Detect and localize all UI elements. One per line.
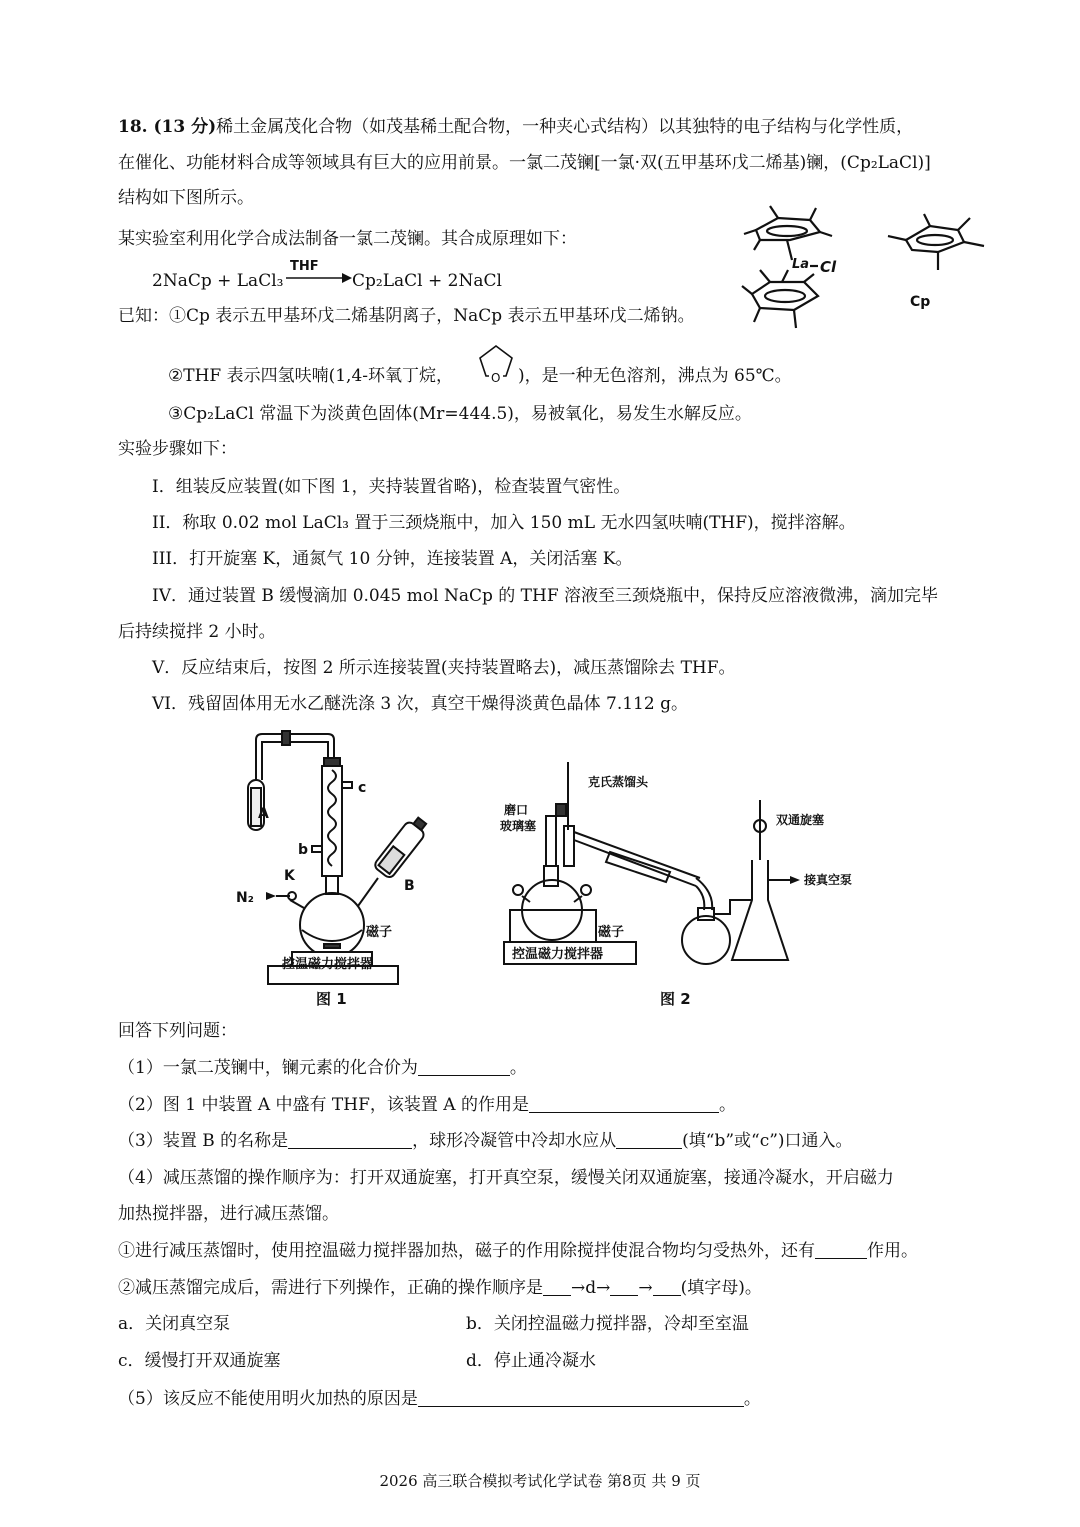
question-4b: 加热搅拌器，进行减压蒸馏。: [118, 1204, 339, 1224]
fig1-label-stir: 磁子: [366, 925, 393, 940]
cl-label: Cl: [820, 258, 837, 276]
lab-synthesis-line: 某实验室利用化学合成法制备一氯二茂镧。其合成原理如下：: [118, 229, 577, 249]
fig1-label-b-big: B: [404, 878, 415, 894]
answer-blank-3b[interactable]: [616, 1130, 682, 1149]
question-4a: （4）减压蒸馏的操作顺序为：打开双通旋塞，打开真空泵，缓慢关闭双通旋塞，接通冷凝水，开启磁力: [118, 1168, 894, 1188]
figure-1-caption: 图 1: [316, 990, 347, 1008]
known-2a: ②THF 表示四氢呋喃(1,4-环氧丁烷，: [168, 366, 454, 386]
fig2-label-valve: 双通旋塞: [776, 813, 825, 827]
question-18-intro-line3: 结构如下图所示。: [118, 188, 254, 208]
fig2-label-stopper2: 玻璃塞: [500, 819, 537, 833]
step-1: I．组装反应装置(如下图 1，夹持装置省略)，检查装置气密性。: [152, 477, 631, 497]
question-3: （3）装置 B 的名称是 ，球形冷凝管中冷却水应从 (填“b”或“c”)口通入。: [118, 1131, 853, 1151]
question-4-1: ①进行减压蒸馏时，使用控温磁力搅拌器加热，磁子的作用除搅拌使混合物均匀受热外，还有 作用。: [118, 1241, 918, 1261]
question-number: 18. (13 分): [118, 117, 217, 137]
reaction-arrow: [284, 258, 352, 288]
question-4-2: ②减压蒸馏完成后，需进行下列操作，正确的操作顺序是 →d→ → (填字母)。: [118, 1278, 762, 1298]
fig2-label-pump: 接真空泵: [804, 873, 853, 887]
steps-header: 实验步骤如下：: [118, 439, 237, 459]
answer-blank-3a[interactable]: [288, 1130, 412, 1149]
answer-blank-4-2c[interactable]: [653, 1277, 681, 1296]
question-5: （5）该反应不能使用明火加热的原因是 。: [118, 1389, 761, 1409]
step-3: III．打开旋塞 K，通氮气 10 分钟，连接装置 A，关闭活塞 K。: [152, 549, 633, 569]
answer-blank-4-2a[interactable]: [543, 1277, 571, 1296]
option-d: d．停止通冷凝水: [466, 1351, 596, 1371]
step-2: II．称取 0.02 mol LaCl₃ 置于三颈烧瓶中，加入 150 mL 无水四氢呋喃(THF)，搅拌溶解。: [152, 513, 856, 533]
page-footer: 2026 高三联合模拟考试化学试卷 第8页 共 9 页: [379, 1472, 701, 1490]
reaction-condition: THF: [290, 259, 319, 274]
answer-blank-5[interactable]: [418, 1388, 744, 1407]
step-6: VI．残留固体用无水乙醚洗涤 3 次，真空干燥得淡黄色晶体 7.112 g。: [152, 694, 688, 714]
option-b: b．关闭控温磁力搅拌器，冷却至室温: [466, 1314, 749, 1334]
known-3: ③Cp₂LaCl 常温下为淡黄色固体(Mr=444.5)，易被氧化，易发生水解反应。: [168, 404, 752, 424]
step-5: V．反应结束后，按图 2 所示连接装置(夹持装置略去)，减压蒸馏除去 THF。: [152, 658, 736, 678]
question-18-intro-line2: 在催化、功能材料合成等领域具有巨大的应用前景。一氯二茂镧[一氯·双(五甲基环戊二烯基)镧，(Cp₂LaCl)]: [118, 153, 931, 173]
figure-2-apparatus: [500, 760, 870, 985]
answer-blank-2[interactable]: [529, 1094, 719, 1113]
cp2lacl-structure-diagram: [730, 196, 1010, 346]
question-2: （2）图 1 中装置 A 中盛有 THF，该装置 A 的作用是 。: [118, 1095, 736, 1115]
fig2-label-stopper1: 磨口: [504, 803, 529, 817]
fig1-label-a: A: [258, 806, 269, 822]
la-label: La: [792, 257, 810, 272]
step-4a: IV．通过装置 B 缓慢滴加 0.045 mol NaCp 的 THF 溶液至三颈烧瓶中，保持反应溶液微沸，滴加完毕: [152, 586, 939, 606]
figure-2-caption: 图 2: [660, 990, 691, 1008]
fig1-base-label: 控温磁力搅拌器: [282, 957, 374, 972]
known-1: 已知：①Cp 表示五甲基环戊二烯基阴离子，NaCp 表示五甲基环戊二烯钠。: [118, 306, 695, 326]
answers-header: 回答下列问题：: [118, 1021, 237, 1041]
answer-blank-4-2b[interactable]: [610, 1277, 638, 1296]
reaction-left: 2NaCp + LaCl₃: [152, 271, 284, 291]
question-1: （1）一氯二茂镧中，镧元素的化合价为 。: [118, 1058, 527, 1078]
known-2b: )，是一种无色溶剂，沸点为 65℃。: [518, 366, 792, 386]
fig2-label-head: 克氏蒸馏头: [588, 775, 649, 789]
fig2-base-label: 控温磁力搅拌器: [512, 947, 604, 962]
thf-ring-icon: [474, 340, 518, 386]
option-a: a．关闭真空泵: [118, 1314, 231, 1334]
fig1-label-n2: N₂: [236, 890, 254, 906]
fig1-label-c: c: [358, 780, 367, 796]
question-18-intro-line1: 18. (13 分)稀土金属茂化合物（如茂基稀土配合物，一种夹心式结构）以其独特的电子结构与化学性质，: [118, 117, 914, 137]
step-4b: 后持续搅拌 2 小时。: [118, 622, 276, 642]
reaction-right: Cp₂LaCl + 2NaCl: [352, 271, 502, 291]
fig1-label-b-small: b: [298, 842, 309, 858]
option-c: c．缓慢打开双通旋塞: [118, 1351, 281, 1371]
cp-label: Cp: [910, 294, 931, 310]
answer-blank-1[interactable]: [418, 1057, 510, 1076]
fig1-label-k: K: [284, 868, 295, 884]
figure-1-apparatus: [228, 730, 443, 985]
svg-text:O: O: [491, 371, 501, 385]
fig2-label-stir: 磁子: [598, 925, 625, 940]
answer-blank-4-1[interactable]: [815, 1240, 867, 1259]
